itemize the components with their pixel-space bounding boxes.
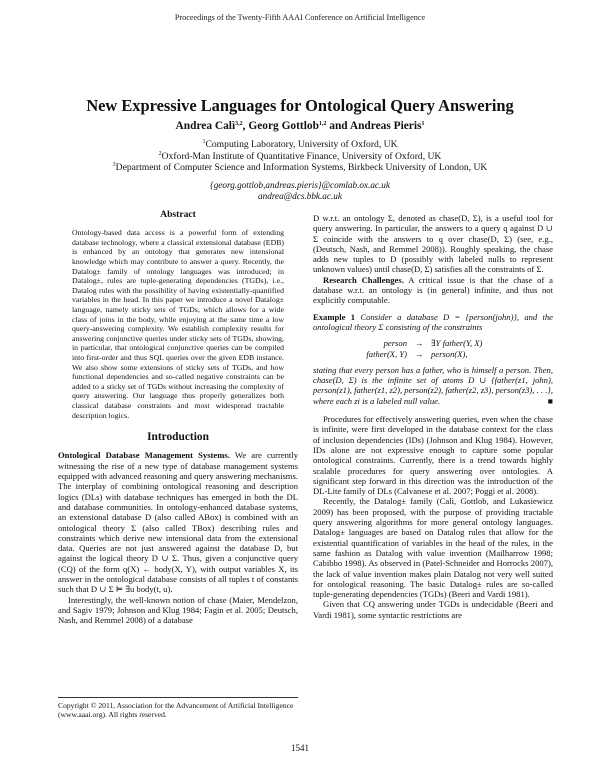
rule-arrow: →	[414, 338, 424, 349]
abstract-heading: Abstract	[160, 209, 196, 220]
example-label: Example 1	[313, 311, 356, 322]
body-paragraph: D w.r.t. an ontology Σ, denoted as chase(D, Σ), is a useful tool for query answering. In particular, the answers to a query q against D ∪ Σ coincide with the answers to q over chase(D, Σ) (see, e.g., (Deutsch, Nash, and Remmel 2008)). Roughly speaking, the chase adds new tuples to D (possibly with labeled nulls to represent unknown values) until chase(D, Σ) satisfies all the constraints of Σ.	[313, 213, 553, 275]
proceedings-header: Proceedings of the Twenty-Fifth AAAI Conference on Artificial Intelligence	[174, 13, 426, 22]
affil-text: Department of Computer Science and Information Systems, Birkbeck University of London, UK	[115, 162, 488, 174]
paper-title: New Expressive Languages for Ontological Query Answering	[86, 96, 514, 115]
intro-paragraph: Interestingly, the well-known notion of chase (Maier, Mendelzon, and Sagiv 1979; Johnson and Klug 1984; Fagin et al. 2005; Deutsch, Nash, and Remmel 2008) of a database	[58, 594, 298, 626]
paragraph-text: We are currently witnessing the rise of a new type of database management systems equipped with advanced reasoning and query answering mechanisms. The interplay of combining ontological reasoning and description logics (DLs) with database techniques has emerged in both the DL and database communities. In ontology-enhanced database systems, an extensional database D (also called ABox) is combined with an ontological theory Σ (also called TBox) describing rules and constraints which derive new intensional data from the extensional data. Queries are not just answered against the database D, but against the logical theory D ∪ Σ. Thus, given a conjunctive query (CQ) of the form q(X) ← body(X, Y), with output variables X, its answer in the ontological database consists of all tuples t of constants such that D ∪ Σ ⊨ ∃u body(t, u).	[58, 450, 298, 595]
example-conclusion	[313, 365, 553, 406]
author-conjunction: and	[326, 120, 350, 132]
example-text: stating that every person has a father, who is himself a person. Then, chase(D, Σ) is the infinite set of atoms D ∪ {father(z1, john), person(z1), father(z1, z2), person(z2), father(z2, z3), person(z3), . . .}, where each zi is a labeled null value.	[313, 364, 553, 406]
rule-head: person(X),	[431, 348, 468, 359]
affiliation	[0, 162, 600, 174]
affil-text: Oxford-Man Institute of Quantitative Finance, University of Oxford, UK	[161, 150, 442, 162]
intro-paragraph	[58, 450, 298, 594]
introduction-heading: Introduction	[147, 431, 209, 444]
affiliation	[0, 151, 600, 163]
page-number: 1541	[291, 743, 309, 753]
body-paragraph	[313, 275, 553, 306]
author-affil-mark: 3,2	[235, 121, 243, 127]
runin-heading: Research Challenges.	[323, 274, 404, 285]
author-separator: ,	[242, 120, 249, 132]
author-list	[0, 120, 600, 132]
email-block	[0, 180, 600, 202]
rule-body: person	[383, 338, 407, 349]
affiliation	[0, 139, 600, 151]
right-column	[313, 213, 553, 620]
body-paragraph: Given that CQ answering under TGDs is undecidable (Beeri and Vardi 1981), some syntactic restrictions are	[313, 599, 553, 620]
affil-mark: 1	[202, 139, 206, 145]
rule-body: father(X, Y)	[366, 348, 407, 359]
rule-row	[313, 338, 553, 348]
author-affil-mark: 1,2	[318, 121, 327, 127]
author-name: Andreas Pieris	[349, 120, 422, 132]
email: {georg.gottlob,andreas.pieris}@comlab.ox.ac.uk	[210, 180, 390, 190]
rule-row	[313, 349, 553, 359]
example-text: Consider a database D = {person(john)}, and the ontological theory Σ consisting of the constraints	[313, 311, 553, 332]
constraint-rules	[313, 338, 553, 359]
affil-mark: 3	[112, 162, 116, 169]
body-paragraph: Procedures for effectively answering queries, even when the chase is infinite, were first developed in the database context for the class of inclusion dependencies (IDs) (Johnson and Klug 1984). However, IDs alone are not expressive enough to capture some popular ontological constraints. Currently, there is a trend towards highly scalable procedures for query answering over ontologies. A significant step forward in this direction was the introduction of the DL-Lite family of DLs (Calvanese et al. 2007; Poggi et al. 2008).	[313, 414, 553, 497]
example-block	[313, 312, 553, 333]
runin-heading: Ontological Database Management Systems.	[58, 450, 230, 461]
end-of-example-mark: ■	[547, 395, 553, 406]
author-name: Andrea Calì	[175, 120, 236, 132]
affiliations	[0, 139, 600, 174]
abstract-text: Ontology-based data access is a powerful form of extending database technology, where a classical extensional database (EDB) is enhanced by an ontology that generates new intensional knowledge which may contribute to answer a query. Recently, the Datalog± family of ontology languages was introduced; in Datalog±, rules are tuple-generating dependencies (TGDs), i.e., Datalog rules with the possibility of having existentially-quantified variables in the head. In this paper we introduce a novel Datalog± language, namely sticky sets of TGDs, which allows for a wide class of joins in the body, while enjoying at the same time a low query-answering complexity. We establish complexity results for answering conjunctive queries under sticky sets of TGDs, showing, in particular, that ontological conjunctive queries can be compiled into first-order and thus SQL queries over the given EDB instance. We also show some extensions of sticky sets of TGDs, and how functional dependencies and so-called negative constraints can be added to a sticky set of TGDs without increasing the complexity of query answering. Our language thus properly generalizes both classical database constraints and most widespread tractable description logics.	[72, 228, 284, 420]
left-column	[58, 210, 298, 626]
affil-text: Computing Laboratory, University of Oxford, UK	[205, 139, 398, 150]
copyright-notice: Copyright © 2011, Association for the Advancement of Artificial Intelligence (www.aaai.org). All rights reserved.	[58, 697, 298, 720]
affil-mark: 2	[158, 150, 162, 157]
rule-arrow: →	[414, 348, 424, 359]
body-paragraph: Recently, the Datalog± family (Calì, Gottlob, and Lukasiewicz 2009) has been proposed, with the purpose of providing tractable query answering algorithms for more general ontology languages. Datalog± languages are based on Datalog rules that allow for the existential quantification of variables in the head of the rules, in the same fashion as Datalog with value invention (Mailharrow 1998; Cabibbo 1998). As observed in (Patel-Schneider and Horrocks 2007), the lack of value invention makes plain Datalog not very well suited for ontological reasoning. The basic Datalog± rules are so-called tuple-generating dependencies (TGDs) (Beeri and Vardi 1981).	[313, 496, 553, 600]
rule-head: ∃Y father(Y, X)	[431, 338, 483, 349]
author-affil-mark: 1	[421, 121, 425, 127]
email: andrea@dcs.bbk.ac.uk	[258, 191, 342, 201]
paragraph-text: A critical issue is that the chase of a database w.r.t. an ontology is (in general) infinite, and thus not explicitly computable.	[313, 274, 553, 306]
author-name: Georg Gottlob	[248, 120, 319, 132]
